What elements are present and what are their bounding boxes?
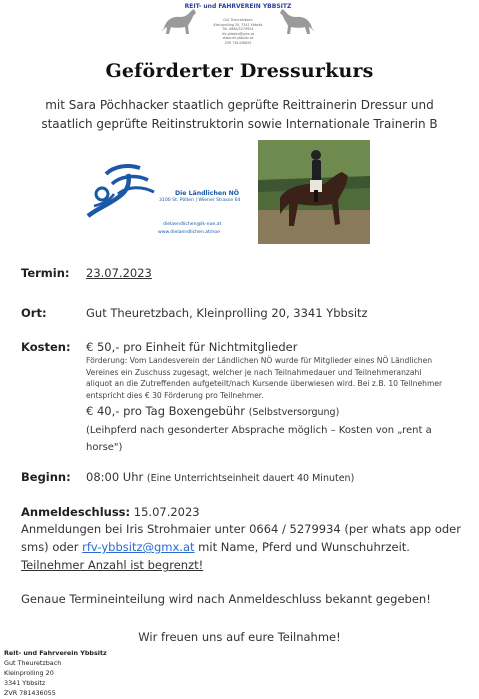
foerderung-line: entspricht dies € 30 Förderung pro Teilnehmer. xyxy=(86,390,264,400)
termin-info: Genaue Termineinteilung wird nach Anmeldeschluss bekannt gegeben! xyxy=(21,592,431,606)
club-info-line: Gut Theuretzbach xyxy=(223,18,253,22)
partner-org-name: Die Ländlichen NÖ xyxy=(175,190,240,197)
beginn-label: Beginn: xyxy=(21,470,71,484)
footer-line: 3341 Ybbsitz xyxy=(4,679,46,687)
club-info xyxy=(202,18,274,45)
club-info-line: www.rfv-ybbsitz.at xyxy=(222,36,254,40)
anmeldeschluss-label: Anmeldeschluss: xyxy=(21,505,131,519)
foerderung-line: Vereines ein Zuschuss zugesagt, welcher je nach Teilnahmedauer und Teilnehmeranzahl xyxy=(86,367,422,377)
anmeldung-line-2 xyxy=(21,540,410,554)
partner-email: dielaendlichen@lk-noe.at xyxy=(163,222,222,227)
dressage-rider-photo xyxy=(258,140,370,244)
anmeldeschluss-date: 15.07.2023 xyxy=(133,505,200,519)
closing-text: Wir freuen uns auf eure Teilnahme! xyxy=(138,630,341,644)
club-logo xyxy=(158,4,318,60)
page-title: Geförderter Dressurkurs xyxy=(105,60,374,82)
footer-line: ZVR 781436055 xyxy=(4,689,56,697)
beginn-value xyxy=(86,470,354,484)
anmeldeschluss-row xyxy=(21,505,200,519)
horse-silhouette-left-icon xyxy=(158,6,202,38)
club-info-line: Kleinprolling 20, 3341 Ybbsitz xyxy=(213,22,263,27)
footer-address xyxy=(4,648,107,698)
leihpferd-line-1: (Leihpferd nach gesonderter Absprache möglich – Kosten von „rent a xyxy=(86,425,432,436)
kosten-nonmember-fee: € 50,- pro Einheit für Nichtmitglieder xyxy=(86,340,298,354)
club-info-line: ZVR 781436055 xyxy=(224,40,252,45)
footer-line: Kleinprolling 20 xyxy=(4,669,54,677)
boxengebuehr xyxy=(86,404,339,418)
foerderung-line: Förderung: Vom Landesverein der Ländlichen NÖ wurde für Mitglieder eines NÖ Ländlichen xyxy=(86,356,433,365)
leihpferd-line-2: horse") xyxy=(86,442,123,453)
beginn-time: 08:00 Uhr xyxy=(86,470,144,484)
ort-label: Ort: xyxy=(21,306,47,320)
partner-website: www.dielaendlichen.at/noe xyxy=(158,230,220,235)
club-info-line: Tel. 0664/5279934 xyxy=(222,27,254,31)
partner-logo xyxy=(84,160,244,250)
teilnehmer-limit-note: Teilnehmer Anzahl ist begrenzt! xyxy=(21,558,204,572)
anmeldung-text: mit Name, Pferd und Wunschuhrzeit. xyxy=(198,540,410,554)
boxengebuehr-note: (Selbstversorgung) xyxy=(248,407,340,418)
kosten-label: Kosten: xyxy=(21,340,71,354)
partner-address: 3100 St. Pölten | Wiener Strasse 64 xyxy=(159,198,241,203)
beginn-note: (Eine Unterrichtseinheit dauert 40 Minuten) xyxy=(146,473,355,484)
horse-silhouette-right-icon xyxy=(274,6,318,38)
termin-date: 23.07.2023 xyxy=(86,266,152,280)
termin-label: Termin: xyxy=(21,266,70,280)
club-info-line: rfv-ybbsitz@gmx.at xyxy=(221,31,255,36)
email-link[interactable]: rfv-ybbsitz@gmx.at xyxy=(82,540,195,554)
anmeldung-line-1: Anmeldungen bei Iris Strohmaier unter 0664 / 5279934 (per whats app oder xyxy=(21,522,461,536)
foerderung-text xyxy=(86,355,442,401)
trainer-subtitle: mit Sara Pöchhacker staatlich geprüfte Reittrainerin Dressur und staatlich geprüfte Reitinstruktorin sowie Internationale Trainerin B xyxy=(41,98,438,131)
laendliche-logo-icon xyxy=(84,160,158,224)
club-name: REIT- und FAHRVEREIN YBBSITZ xyxy=(184,3,292,10)
foerderung-line: aliquot an die Zutreffenden aufgeteilt/nach Kursende überwiesen wird. Bei z.B. 10 Teilnehmer xyxy=(86,379,443,388)
footer-club-name: Reit- und Fahrverein Ybbsitz xyxy=(4,649,107,657)
footer-line: Gut Theuretzbach xyxy=(4,659,62,667)
anmeldung-text: sms) oder xyxy=(21,540,79,554)
boxengebuehr-fee: € 40,- pro Tag Boxengebühr xyxy=(86,404,246,418)
ort-value: Gut Theuretzbach, Kleinprolling 20, 3341 Ybbsitz xyxy=(86,306,368,320)
